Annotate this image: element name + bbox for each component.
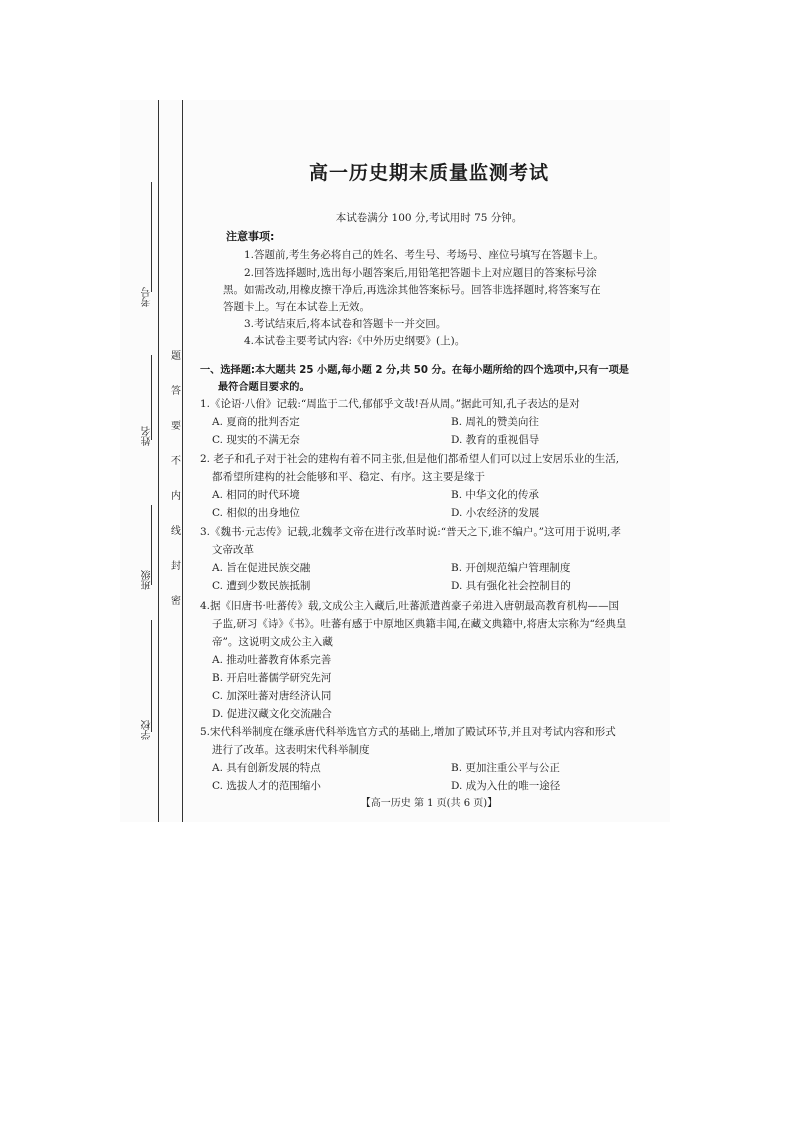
binding-margin-rule-left: [158, 100, 159, 822]
banji-label: 班级: [142, 570, 153, 590]
xuexiao-label: 学校: [142, 720, 153, 740]
seal-char: 内: [171, 491, 181, 502]
xuexiao-blank-line: [151, 620, 152, 732]
exam-title: 高一历史期末质量监测考试: [308, 162, 549, 184]
kaohao-label: 考号: [142, 287, 153, 307]
option-d: D. 成为入仕的唯一途径: [451, 780, 561, 792]
question-stem-cont: 都希望所建构的社会能够和平、稳定、有序。这主要是缘于: [212, 471, 485, 483]
question-stem-cont: 进行了改革。这表明宋代科举制度: [212, 744, 370, 756]
option-b: B. 开启吐蕃儒学研究先河: [212, 672, 332, 684]
question-stem-cont: 帝”。这说明文成公主入藏: [212, 636, 333, 648]
option-d: D. 具有强化社会控制目的: [451, 580, 571, 592]
note-line: 4.本试卷主要考试内容:《中外历史纲要》(上)。: [244, 335, 466, 347]
option-b: B. 更加注重公平与公正: [451, 762, 560, 774]
option-a: A. 夏商的批判否定: [212, 416, 300, 428]
option-b: B. 开创规范编户管理制度: [451, 562, 571, 574]
seal-char: 线: [171, 526, 181, 537]
option-d: D. 教育的重视倡导: [451, 434, 540, 446]
seal-char: 密: [171, 596, 181, 607]
question-stem: 4.据《旧唐书·吐蕃传》载,文成公主入藏后,吐蕃派遣酋豪子弟进入唐朝最高教育机构——国: [200, 600, 620, 612]
option-d: D. 小农经济的发展: [451, 507, 540, 519]
note-line: 黑。如需改动,用橡皮擦干净后,再选涂其他答案标号。回答非选择题时,将答案写在: [223, 284, 601, 296]
kaohao-blank-line: [151, 182, 152, 292]
option-c: C. 选拔人才的范围缩小: [212, 780, 321, 792]
question-stem-cont: 子监,研习《诗》《书》。吐蕃有感于中原地区典籍丰闻,在藏文典籍中,将唐太宗称为“经典皇: [212, 618, 627, 630]
option-a: A. 旨在促进民族交融: [212, 562, 311, 574]
note-line: 2.回答选择题时,选出每小题答案后,用铅笔把答题卡上对应题目的答案标号涂: [244, 267, 597, 279]
note-line: 答题卡上。写在本试卷上无效。: [223, 301, 370, 313]
option-d: D. 促进汉藏文化交流融合: [212, 708, 332, 720]
page-footer: 【高一历史 第 1 页(共 6 页)】: [360, 798, 498, 809]
option-b: B. 中华文化的传承: [451, 489, 539, 501]
seal-char: 不: [171, 456, 181, 467]
section-header-cont: 最符合题目要求的。: [218, 382, 310, 393]
binding-margin-rule-right: [182, 100, 183, 822]
option-c: C. 加深吐蕃对唐经济认同: [212, 690, 332, 702]
question-stem: 5.宋代科举制度在继承唐代科举选官方式的基础上,增加了殿试环节,并且对考试内容和形式: [200, 726, 616, 738]
notes-heading: 注意事项:: [226, 230, 275, 243]
section-header: 一、选择题:本大题共 25 小题,每小题 2 分,共 50 分。在每小题所给的四个选项中,只有一项是: [200, 365, 629, 376]
question-stem-cont: 文帝改革: [212, 544, 254, 556]
seal-char: 题: [171, 351, 181, 362]
seal-char: 答: [171, 386, 181, 397]
option-c: C. 遭到少数民族抵制: [212, 580, 311, 592]
question-stem: 3.《魏书·元志传》记载,北魏孝文帝在进行改革时说:“普天之下,谁不编户。”这可用于说明,孝: [200, 526, 621, 538]
option-c: C. 相似的出身地位: [212, 507, 300, 519]
note-line: 1.答题前,考生务必将自己的姓名、考生号、考场号、座位号填写在答题卡上。: [244, 249, 604, 261]
option-a: A. 相同的时代环境: [212, 489, 300, 501]
exam-subtitle: 本试卷满分 100 分,考试用时 75 分钟。: [335, 212, 523, 224]
seal-char: 要: [171, 421, 181, 432]
xingming-label: 姓名: [142, 426, 153, 446]
option-a: A. 具有创新发展的特点: [212, 762, 321, 774]
question-stem: 2. 老子和孔子对于社会的建构有着不同主张,但是他们都希望人们可以过上安居乐业的生活,: [200, 453, 620, 465]
note-line: 3.考试结束后,将本试卷和答题卡一并交回。: [244, 318, 447, 330]
option-c: C. 现实的不满无奈: [212, 434, 300, 446]
seal-char: 封: [171, 561, 181, 572]
option-b: B. 周礼的赞美向往: [451, 416, 539, 428]
option-a: A. 推动吐蕃教育体系完善: [212, 654, 332, 666]
question-stem: 1.《论语·八佾》记载:“周监于二代,郁郁乎文哉!吾从周。”据此可知,孔子表达的是对: [200, 398, 580, 410]
